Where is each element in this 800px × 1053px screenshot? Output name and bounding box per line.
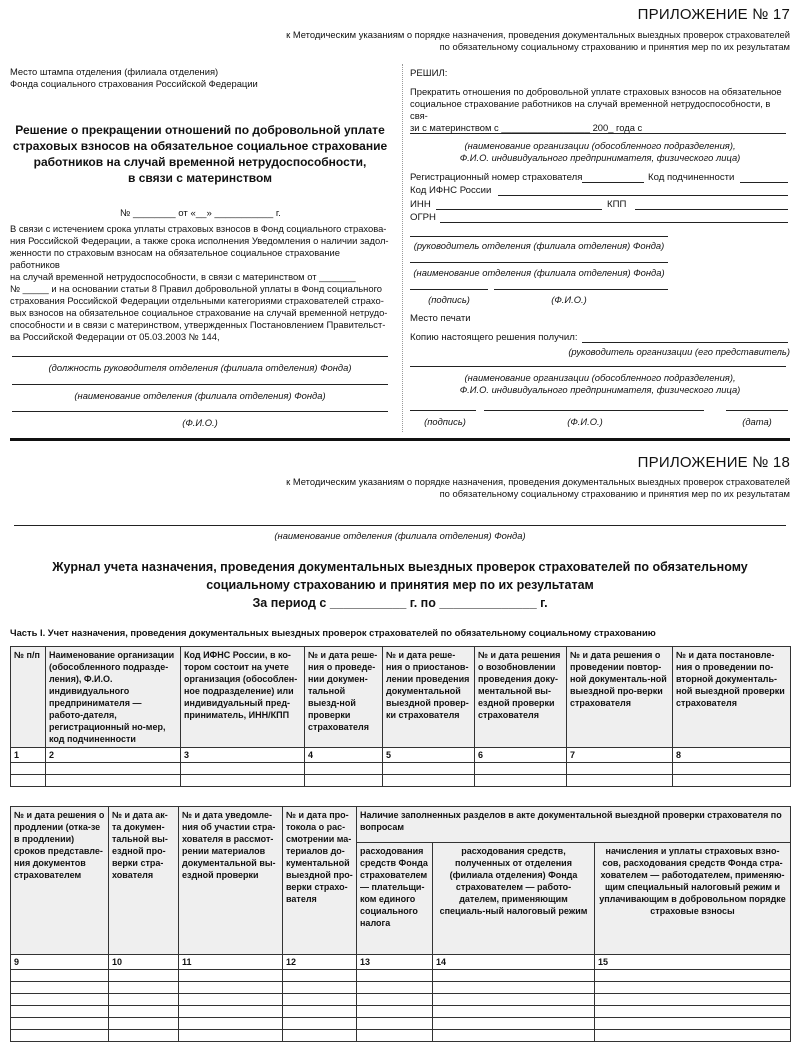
table1-header-cell: Код ИФНС России, в ко-тором состоит на учете организация (обособлен-ное подразделение) или индивидуальный пред-приниматель, ИНН/КПП (181, 647, 305, 748)
appendix-18-subtitle (286, 476, 790, 500)
table-cell[interactable] (179, 1018, 283, 1030)
table-cell[interactable] (181, 763, 305, 775)
table-cell[interactable] (357, 1030, 433, 1042)
table-cell[interactable] (11, 1018, 109, 1030)
org-hint (410, 140, 790, 164)
table2-number-cell: 12 (283, 955, 357, 970)
fio-line (12, 411, 388, 412)
hint-line: (наименование организации (обособленного подразделения), (464, 140, 736, 151)
position-hint: (должность руководителя отделения (филиала отделения) Фонда) (48, 362, 352, 373)
section-separator (10, 438, 790, 441)
fio-line-right (494, 289, 668, 290)
body-line: способности и в связи с материнством, утвержденных Постановлением Правительст- (10, 319, 386, 330)
table2-header-cell: № и дата ак-та докумен-тальной вы-ездной про-верки стра-хователя (109, 807, 179, 955)
subord-code-field[interactable] (740, 182, 788, 183)
body-line: женности по страховым взносам на обязательное социальное страхование работников (10, 247, 340, 270)
table1-number-cell: 3 (181, 748, 305, 763)
table-cell[interactable] (357, 1018, 433, 1030)
table-cell[interactable] (283, 1030, 357, 1042)
journal-title-line: Журнал учета назначения, проведения документальных выездных проверок страхователей по обязательному (52, 560, 748, 574)
stamp-line: Фонда социального страхования Российской Федерации (10, 78, 258, 89)
fio-hint-right: (Ф.И.О.) (551, 294, 587, 305)
body-line: ния Российской Федерации, а также срока исполнения Уведомления о наличии задол- (10, 235, 389, 246)
hint-line: Ф.И.О. индивидуального предпринимателя, физического лица) (459, 152, 741, 163)
fund-name-hint: (наименование отделения (филиала отделения) Фонда) (74, 390, 326, 401)
table-cell[interactable] (179, 1006, 283, 1018)
table-cell[interactable] (283, 1018, 357, 1030)
table1-header-cell: № и дата решения о проведении повтор-ной документаль-ной выездной про-верки страхователя (567, 647, 673, 748)
head-hint: (руководитель отделения (филиала отделения) Фонда) (413, 240, 665, 251)
resolved-label: РЕШИЛ: (410, 68, 448, 79)
table-cell[interactable] (433, 1018, 595, 1030)
table1-header-cell: № и дата решения о возобновлении проведения доку-ментальной вы-ездной проверки страхователя (475, 647, 567, 748)
table-part1 (10, 646, 791, 787)
table2-header-cell: № и дата решения о продлении (отка-зе в продлении) сроков представле-ния документов страхователем (11, 807, 109, 955)
table1-number-cell: 1 (11, 748, 46, 763)
resolved-line: социальное страхование работников на случай временной нетрудоспособности, в свя- (410, 98, 771, 121)
fund-name-line-18 (14, 525, 786, 526)
fio-line-2 (484, 410, 704, 411)
appendix-17-title: ПРИЛОЖЕНИЕ № 17 (637, 6, 790, 23)
hint-line: (наименование организации (обособленного подразделения), (464, 372, 736, 383)
reg-number-row (410, 172, 582, 183)
table-cell[interactable] (11, 982, 109, 994)
position-line (12, 356, 388, 357)
title-line: Решение о прекращении отношений по добровольной уплате (15, 123, 385, 137)
decision-number-line: № ________ от «__» ___________ г. (120, 208, 281, 219)
body-line: страхования Российской Федерации отдельными категориями страхователей страхо- (10, 295, 384, 306)
sign-line-2 (410, 410, 476, 411)
table-cell[interactable] (109, 1030, 179, 1042)
journal-period-line: За период с ___________ г. по ______________ г. (252, 596, 548, 610)
table-cell[interactable] (283, 994, 357, 1006)
table-cell[interactable] (11, 1006, 109, 1018)
fio-hint: (Ф.И.О.) (182, 417, 218, 428)
table-cell[interactable] (383, 763, 475, 775)
table-cell[interactable] (357, 994, 433, 1006)
table-cell[interactable] (11, 1030, 109, 1042)
table-cell[interactable] (433, 982, 595, 994)
copy-received-label: Копию настоящего решения получил: (410, 332, 578, 343)
resolved-text (410, 86, 790, 134)
resolved-line: зи с материнством с _________________ 200_ года с (410, 122, 643, 133)
date-hint: (дата) (742, 416, 772, 427)
table-cell[interactable] (357, 982, 433, 994)
table-cell[interactable] (305, 763, 383, 775)
table2-subheader-cell: расходования средств Фонда страхователем — плательщи-ком единого социального налога (357, 843, 433, 955)
subord-code-label: Код подчиненности (648, 172, 735, 183)
copy-received-field[interactable] (582, 342, 788, 343)
sign-hint-2: (подпись) (424, 416, 466, 427)
table1-number-cell: 6 (475, 748, 567, 763)
fund-hint: (наименование отделения (филиала отделения) Фонда) (413, 267, 665, 278)
journal-title-line: социальному страхованию и принятия мер по их результатам (206, 578, 594, 592)
table2-number-cell: 13 (357, 955, 433, 970)
org-line (410, 133, 786, 134)
subtitle-line: по обязательному социальному страхованию и принятия мер по их результатам (439, 41, 790, 52)
table-cell[interactable] (305, 775, 383, 787)
table-cell[interactable] (283, 970, 357, 982)
table2-number-cell: 11 (179, 955, 283, 970)
table-cell[interactable] (475, 775, 567, 787)
table-cell[interactable] (433, 994, 595, 1006)
body-line: № _____ и на основании статьи 8 Правил добровольной уплаты в Фонд социального (10, 283, 382, 294)
rep-hint: (руководитель организации (его представитель) (568, 346, 790, 357)
subtitle-line: по обязательному социальному страхованию и принятия мер по их результатам (439, 488, 790, 499)
table-cell[interactable] (433, 970, 595, 982)
table-cell[interactable] (109, 1018, 179, 1030)
table2-empty-row[interactable] (11, 994, 791, 1006)
table1-header-cell: № и дата постановле-ния о проведении по-вторной документаль-ной выездной проверки страхователя (673, 647, 791, 748)
table-cell[interactable] (11, 970, 109, 982)
resolved-line: Прекратить отношения по добровольной уплате страховых взносов на обязательное (410, 86, 782, 97)
fund-name-line (12, 384, 388, 385)
table-cell[interactable] (109, 994, 179, 1006)
head-line (410, 236, 668, 237)
kpp-field[interactable] (635, 209, 788, 210)
table-cell[interactable] (109, 1006, 179, 1018)
body-line: В связи с истечением срока уплаты страховых взносов в Фонд социального страхова- (10, 223, 387, 234)
fio-hint-2: (Ф.И.О.) (567, 416, 603, 427)
table1-header-cell: № и дата реше-ния о проведе-нии докумен-тальной выезд-ной проверки страхователя (305, 647, 383, 748)
table-cell[interactable] (595, 982, 791, 994)
table-cell[interactable] (595, 970, 791, 982)
hint-line: Ф.И.О. индивидуального предпринимателя, физического лица) (459, 384, 741, 395)
table1-empty-row[interactable] (11, 763, 791, 775)
table1-header-cell: Наименование организации (обособленного подразде-ления), Ф.И.О. индивидуального предпринимателя — работо-дателя, регистрационный но-мер, код подчиненности (46, 647, 181, 748)
table2-group-header: Наличие заполненных разделов в акте документальной выездной проверки страхователя по вопросам (357, 807, 791, 843)
table-cell[interactable] (11, 763, 46, 775)
table1-header-row (11, 647, 791, 748)
table2-subheader-cell: начисления и уплаты страховых взно-сов, расходования средств Фонда стра-хователем — работодателем, применяю-щим специальный налоговый режим и уплачивающим в добровольном порядке страховые взносы (595, 843, 791, 955)
table2-empty-row[interactable] (11, 982, 791, 994)
table-cell[interactable] (595, 1006, 791, 1018)
inn-field[interactable] (436, 209, 602, 210)
body-line: вых взносов на обязательное социальное страхование на случай временной нетрудо- (10, 307, 388, 318)
body-line: ва Российской Федерации от 05.03.2003 № 144, (10, 331, 220, 342)
table-cell[interactable] (475, 763, 567, 775)
table-cell[interactable] (283, 1006, 357, 1018)
part-title: Часть I. Учет назначения, проведения документальных выездных проверок страхователей по обязательному социальному страхованию (10, 627, 656, 638)
table-cell[interactable] (673, 775, 791, 787)
reg-number-label: Регистрационный номер страхователя (410, 172, 583, 183)
stamp-place (10, 66, 258, 90)
table-cell[interactable] (567, 763, 673, 775)
sign-line (410, 289, 488, 290)
column-divider (402, 64, 403, 432)
table-cell[interactable] (673, 763, 791, 775)
table-cell[interactable] (109, 982, 179, 994)
table2-empty-row[interactable] (11, 1006, 791, 1018)
ifns-code-label: Код ИФНС России (410, 185, 492, 196)
table2-number-cell: 10 (109, 955, 179, 970)
table-cell[interactable] (46, 775, 181, 787)
kpp-label: КПП (607, 199, 627, 210)
body-line: на случай временной нетрудоспособности, в связи с материнством от _______ (10, 271, 356, 282)
decision-body (10, 223, 390, 343)
ogrn-field[interactable] (440, 222, 788, 223)
stamp-line: Место штампа отделения (филиала отделения) (10, 66, 219, 77)
table-cell[interactable] (109, 970, 179, 982)
table2-number-cell: 15 (595, 955, 791, 970)
table-cell[interactable] (179, 1030, 283, 1042)
table-cell[interactable] (179, 994, 283, 1006)
title-line: страховых взносов на обязательное социальное страхование (12, 139, 388, 153)
table1-number-cell: 7 (567, 748, 673, 763)
table2-empty-row[interactable] (11, 1030, 791, 1042)
org-line-2 (410, 366, 786, 367)
table2-header-cell: № и дата про-токола о рас-смотрении ма-териалов до-кументальной выездной про-верки страхо-вателя (283, 807, 357, 955)
reg-number-field[interactable] (582, 182, 644, 183)
table2-header-cell: № и дата уведомле-ния об участии стра-хователя в рассмот-рении материалов документальной вы-ездной проверки (179, 807, 283, 955)
table2-subheader-cell: расходования средств, полученных от отделения (филиала отделения) Фонда страхователем — работо-дателем, применяющим специаль-ный налоговый режим (433, 843, 595, 955)
table1-header-cell: № п/п (11, 647, 46, 748)
table-cell[interactable] (383, 775, 475, 787)
table-cell[interactable] (11, 775, 46, 787)
table-cell[interactable] (595, 994, 791, 1006)
table-cell[interactable] (46, 763, 181, 775)
appendix-17-subtitle (286, 29, 790, 53)
ifns-code-field[interactable] (498, 195, 788, 196)
table-cell[interactable] (179, 982, 283, 994)
date-line (726, 410, 788, 411)
inn-label: ИНН (410, 199, 431, 210)
table-cell[interactable] (181, 775, 305, 787)
table-cell[interactable] (433, 1006, 595, 1018)
table-cell[interactable] (595, 1030, 791, 1042)
table2-empty-row[interactable] (11, 1018, 791, 1030)
fund-name-hint-18: (наименование отделения (филиала отделения) Фонда) (274, 530, 526, 541)
table1-empty-row[interactable] (11, 775, 791, 787)
table1-number-cell: 8 (673, 748, 791, 763)
table2-number-cell: 14 (433, 955, 595, 970)
table1-header-cell: № и дата реше-ния о приостанов-лении проведения документальной выездной провер-ки страхователя (383, 647, 475, 748)
table2-number-cell: 9 (11, 955, 109, 970)
table-cell[interactable] (567, 775, 673, 787)
subtitle-line: к Методическим указаниям о порядке назначения, проведения документальных выездных проверок страхователей (286, 476, 790, 487)
table-cell[interactable] (179, 970, 283, 982)
table-cell[interactable] (11, 994, 109, 1006)
table2-number-row (11, 955, 791, 970)
decision-title (10, 122, 390, 186)
title-line: работников на случай временной нетрудоспособности, (33, 155, 367, 169)
table1-number-row (11, 748, 791, 763)
table-cell[interactable] (283, 982, 357, 994)
title-line: в связи с материнством (127, 171, 272, 185)
table1-number-cell: 2 (46, 748, 181, 763)
table-part1-continued (10, 806, 791, 1042)
table2-header-row (11, 807, 791, 843)
ogrn-label: ОГРН (410, 212, 436, 223)
table2-empty-row[interactable] (11, 970, 791, 982)
table-cell[interactable] (357, 970, 433, 982)
table-cell[interactable] (433, 1030, 595, 1042)
table-cell[interactable] (595, 1018, 791, 1030)
table-cell[interactable] (357, 1006, 433, 1018)
appendix-18-title: ПРИЛОЖЕНИЕ № 18 (637, 454, 790, 471)
org-hint-2 (410, 372, 790, 396)
fund-line (410, 262, 668, 263)
subtitle-line: к Методическим указаниям о порядке назначения, проведения документальных выездных проверок страхователей (286, 29, 790, 40)
table1-number-cell: 5 (383, 748, 475, 763)
table1-number-cell: 4 (305, 748, 383, 763)
seal-place: Место печати (410, 313, 471, 324)
sign-hint: (подпись) (428, 294, 470, 305)
journal-title (10, 558, 790, 612)
